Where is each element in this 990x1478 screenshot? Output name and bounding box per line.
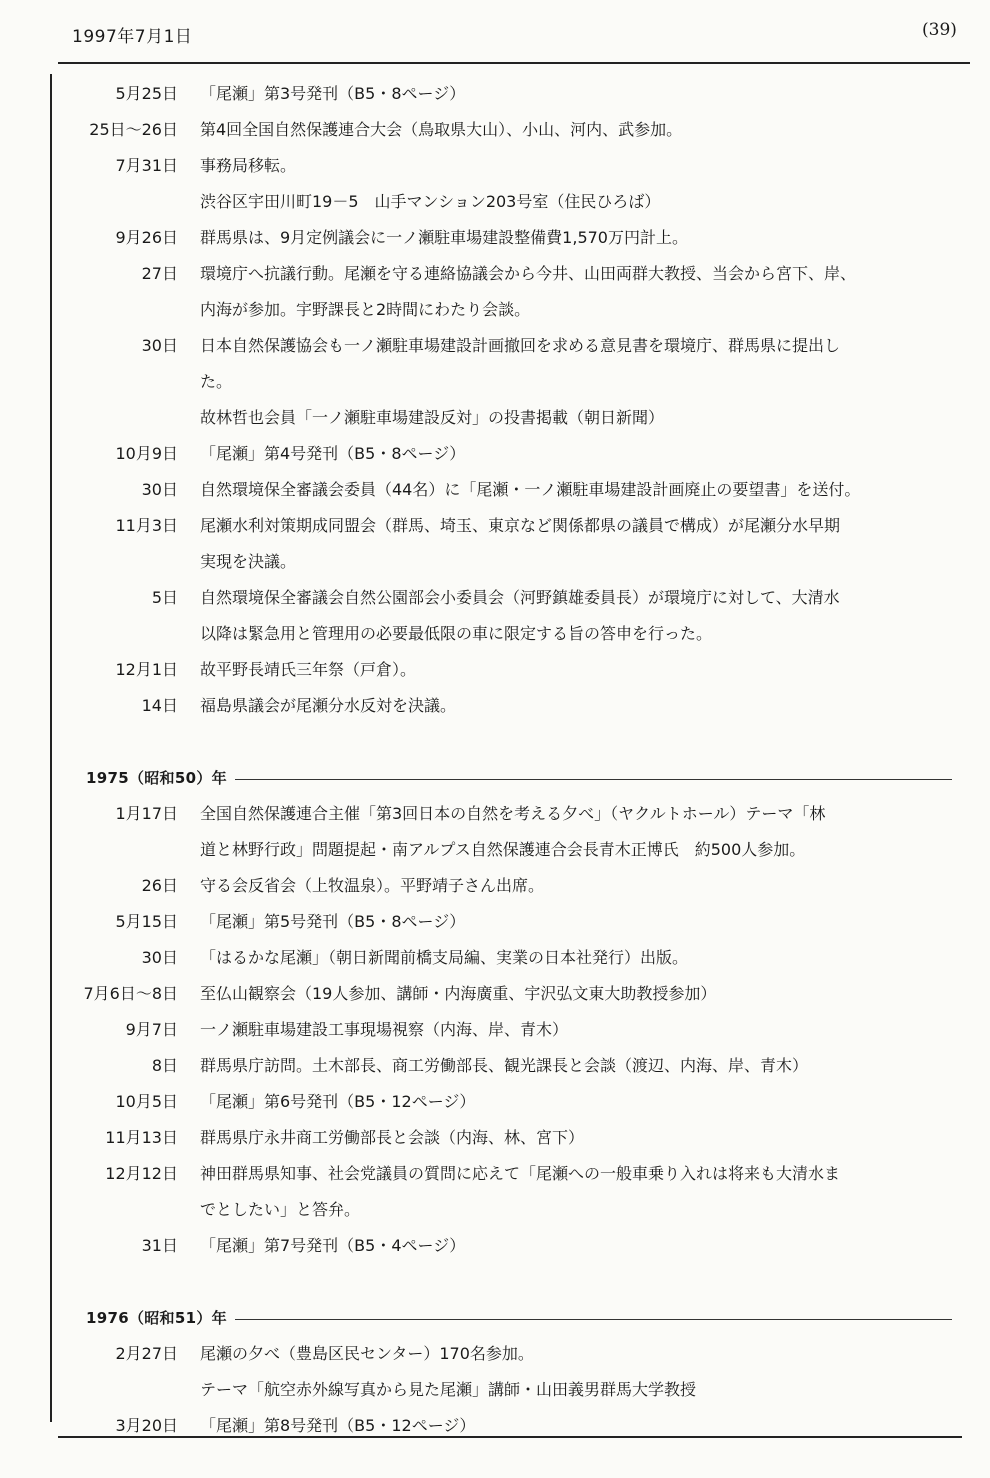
chronology-entry bbox=[62, 328, 962, 436]
entry-text bbox=[200, 508, 954, 580]
entry-line: 「尾瀬」第5号発刊（B5・8ページ） bbox=[200, 912, 466, 931]
entry-text bbox=[200, 1120, 954, 1156]
entry-text bbox=[200, 868, 954, 904]
entry-line: でとしたい」と答弁。 bbox=[200, 1200, 361, 1219]
chronology-entry bbox=[62, 1120, 962, 1156]
entry-line: 事務局移転。 bbox=[200, 156, 297, 175]
entry-line: 内海が参加。宇野課長と2時間にわたり会談。 bbox=[200, 300, 531, 319]
entry-date: 3月20日 bbox=[115, 1416, 178, 1435]
chronology-entry bbox=[62, 580, 962, 652]
chronology-entry bbox=[62, 76, 962, 112]
entry-date: 9月26日 bbox=[115, 228, 178, 247]
entry-text bbox=[200, 112, 954, 148]
entry-date: 11月13日 bbox=[105, 1128, 178, 1147]
entry-line: 至仏山観察会（19人参加、講師・内海廣重、宇沢弘文東大助教授参加） bbox=[200, 984, 717, 1003]
entry-line: 環境庁へ抗議行動。尾瀬を守る連絡協議会から今井、山田両群大教授、当会から宮下、岸、 bbox=[200, 264, 857, 283]
header-date: 1997年7月1日 bbox=[72, 27, 193, 47]
chronology-entry bbox=[62, 436, 962, 472]
entry-date: 9月7日 bbox=[125, 1020, 178, 1039]
entry-text bbox=[200, 1228, 954, 1264]
chronology-entry bbox=[62, 220, 962, 256]
entry-text bbox=[200, 1336, 954, 1408]
chronology-entry bbox=[62, 1048, 962, 1084]
year-heading-1975 bbox=[62, 760, 962, 796]
entry-date: 5日 bbox=[151, 588, 178, 607]
entry-text bbox=[200, 940, 954, 976]
section-1976 bbox=[62, 1336, 962, 1444]
entry-date: 11月3日 bbox=[115, 516, 178, 535]
entry-text bbox=[200, 472, 954, 508]
entry-line: 全国自然保護連合主催「第3回日本の自然を考える夕べ」（ヤクルトホール）テーマ「林 bbox=[200, 804, 826, 823]
left-margin-rule bbox=[50, 74, 52, 1422]
entry-line: 尾瀬水利対策期成同盟会（群馬、埼玉、東京など関係都県の議員で構成）が尾瀬分水早期 bbox=[200, 516, 841, 535]
entry-text bbox=[200, 328, 954, 436]
entry-line: 「尾瀬」第7号発刊（B5・4ページ） bbox=[200, 1236, 466, 1255]
entry-date: 5月15日 bbox=[115, 912, 178, 931]
entry-date: 7月31日 bbox=[115, 156, 178, 175]
entry-date: 30日 bbox=[141, 948, 178, 967]
entry-date: 12月1日 bbox=[115, 660, 178, 679]
entry-text bbox=[200, 256, 954, 328]
entry-line: 「尾瀬」第6号発刊（B5・12ページ） bbox=[200, 1092, 476, 1111]
entry-date: 8日 bbox=[151, 1056, 178, 1075]
entry-date: 30日 bbox=[141, 336, 178, 355]
entry-text bbox=[200, 1048, 954, 1084]
chronology-entry bbox=[62, 652, 962, 688]
entry-line: 以降は緊急用と管理用の必要最低限の車に限定する旨の答申を行った。 bbox=[200, 624, 713, 643]
entry-line: 自然環境保全審議会自然公園部会小委員会（河野鎮雄委員長）が環境庁に対して、大清水 bbox=[200, 588, 840, 607]
entry-line: 自然環境保全審議会委員（44名）に「尾瀬・一ノ瀬駐車場建設計画廃止の要望書」を送付。 bbox=[200, 480, 861, 499]
entry-line: 「はるかな尾瀬」（朝日新聞前橋支局編、実業の日本社発行）出版。 bbox=[200, 948, 689, 967]
chronology-entry bbox=[62, 796, 962, 868]
entry-date: 5月25日 bbox=[115, 84, 178, 103]
entry-line: 「尾瀬」第3号発刊（B5・8ページ） bbox=[200, 84, 466, 103]
entry-line: テーマ「航空赤外線写真から見た尾瀬」講師・山田義男群馬大学教授 bbox=[200, 1380, 697, 1399]
entry-line: 道と林野行政」問題提起・南アルプス自然保護連合会長青木正博氏 約500人参加。 bbox=[200, 840, 806, 859]
entry-line: 守る会反省会（上牧温泉）。平野靖子さん出席。 bbox=[200, 876, 545, 895]
entry-line: 「尾瀬」第4号発刊（B5・8ページ） bbox=[200, 444, 466, 463]
entry-date: 2月27日 bbox=[115, 1344, 178, 1363]
entry-line: 神田群馬県知事、社会党議員の質問に応えて「尾瀬への一般車乗り入れは将来も大清水ま bbox=[200, 1164, 841, 1183]
entry-date: 1月17日 bbox=[115, 804, 178, 823]
chronology-entry bbox=[62, 1084, 962, 1120]
chronology-entry bbox=[62, 1408, 962, 1444]
chronology-entry bbox=[62, 1336, 962, 1408]
entry-line: 実現を決議。 bbox=[200, 552, 297, 571]
year-heading-1976 bbox=[62, 1300, 962, 1336]
chronology-entry bbox=[62, 112, 962, 148]
chronology-entry bbox=[62, 1228, 962, 1264]
chronology-entry bbox=[62, 940, 962, 976]
chronology-entry bbox=[62, 688, 962, 724]
entry-text bbox=[200, 976, 954, 1012]
entry-date: 30日 bbox=[141, 480, 178, 499]
section-1975 bbox=[62, 796, 962, 1264]
entry-line: 第4回全国自然保護連合大会（鳥取県大山）、小山、河内、武参加。 bbox=[200, 120, 683, 139]
chronology-entry bbox=[62, 1156, 962, 1228]
chronology-content bbox=[62, 76, 962, 1444]
top-rule bbox=[58, 62, 970, 64]
entry-text bbox=[200, 1084, 954, 1120]
chronology-entry bbox=[62, 256, 962, 328]
chronology-entry bbox=[62, 976, 962, 1012]
entry-text bbox=[200, 1408, 954, 1444]
entry-line: 尾瀬の夕べ（豊島区民センター）170名参加。 bbox=[200, 1344, 534, 1363]
entry-text bbox=[200, 580, 954, 652]
entry-line: 故平野長靖氏三年祭（戸倉）。 bbox=[200, 660, 417, 679]
entry-line: 故林哲也会員「一ノ瀬駐車場建設反対」の投書掲載（朝日新聞） bbox=[200, 408, 665, 427]
entry-date: 25日～26日 bbox=[89, 120, 178, 139]
entry-text bbox=[200, 436, 954, 472]
entry-text bbox=[200, 1156, 954, 1228]
entry-text bbox=[200, 1012, 954, 1048]
chronology-entry bbox=[62, 508, 962, 580]
entry-line: 日本自然保護協会も一ノ瀬駐車場建設計画撤回を求める意見書を環境庁、群馬県に提出し bbox=[200, 336, 841, 355]
entry-text bbox=[200, 76, 954, 112]
entry-line: た。 bbox=[200, 372, 233, 391]
entry-date: 31日 bbox=[141, 1236, 178, 1255]
chronology-entry bbox=[62, 1012, 962, 1048]
entry-line: 群馬県庁訪問。土木部長、商工労働部長、観光課長と会談（渡辺、内海、岸、青木） bbox=[200, 1056, 809, 1075]
chronology-entry bbox=[62, 868, 962, 904]
entry-date: 7月6日～8日 bbox=[83, 984, 178, 1003]
year-label: 1975（昭和50）年 bbox=[86, 760, 235, 796]
entry-date: 27日 bbox=[141, 264, 178, 283]
entry-date: 10月5日 bbox=[115, 1092, 178, 1111]
entry-text bbox=[200, 688, 954, 724]
entry-line: 群馬県庁永井商工労働部長と会談（内海、林、宮下） bbox=[200, 1128, 585, 1147]
entry-date: 26日 bbox=[141, 876, 178, 895]
entry-line: 一ノ瀬駐車場建設工事現場視察（内海、岸、青木） bbox=[200, 1020, 569, 1039]
section-1974 bbox=[62, 76, 962, 724]
entry-date: 14日 bbox=[141, 696, 178, 715]
page-number: (39) bbox=[922, 20, 957, 40]
entry-text bbox=[200, 148, 954, 220]
entry-line: 渋谷区宇田川町19－5 山手マンション203号室（住民ひろば） bbox=[200, 192, 661, 211]
entry-date: 12月12日 bbox=[105, 1164, 178, 1183]
chronology-entry bbox=[62, 472, 962, 508]
entry-text bbox=[200, 652, 954, 688]
entry-text bbox=[200, 796, 954, 868]
entry-line: 福島県議会が尾瀬分水反対を決議。 bbox=[200, 696, 457, 715]
entry-date: 10月9日 bbox=[115, 444, 178, 463]
entry-text bbox=[200, 220, 954, 256]
chronology-entry bbox=[62, 148, 962, 220]
entry-line: 「尾瀬」第8号発刊（B5・12ページ） bbox=[200, 1416, 476, 1435]
entry-line: 群馬県は、9月定例議会に一ノ瀬駐車場建設整備費1,570万円計上。 bbox=[200, 228, 688, 247]
entry-text bbox=[200, 904, 954, 940]
chronology-entry bbox=[62, 904, 962, 940]
year-label: 1976（昭和51）年 bbox=[86, 1300, 235, 1336]
